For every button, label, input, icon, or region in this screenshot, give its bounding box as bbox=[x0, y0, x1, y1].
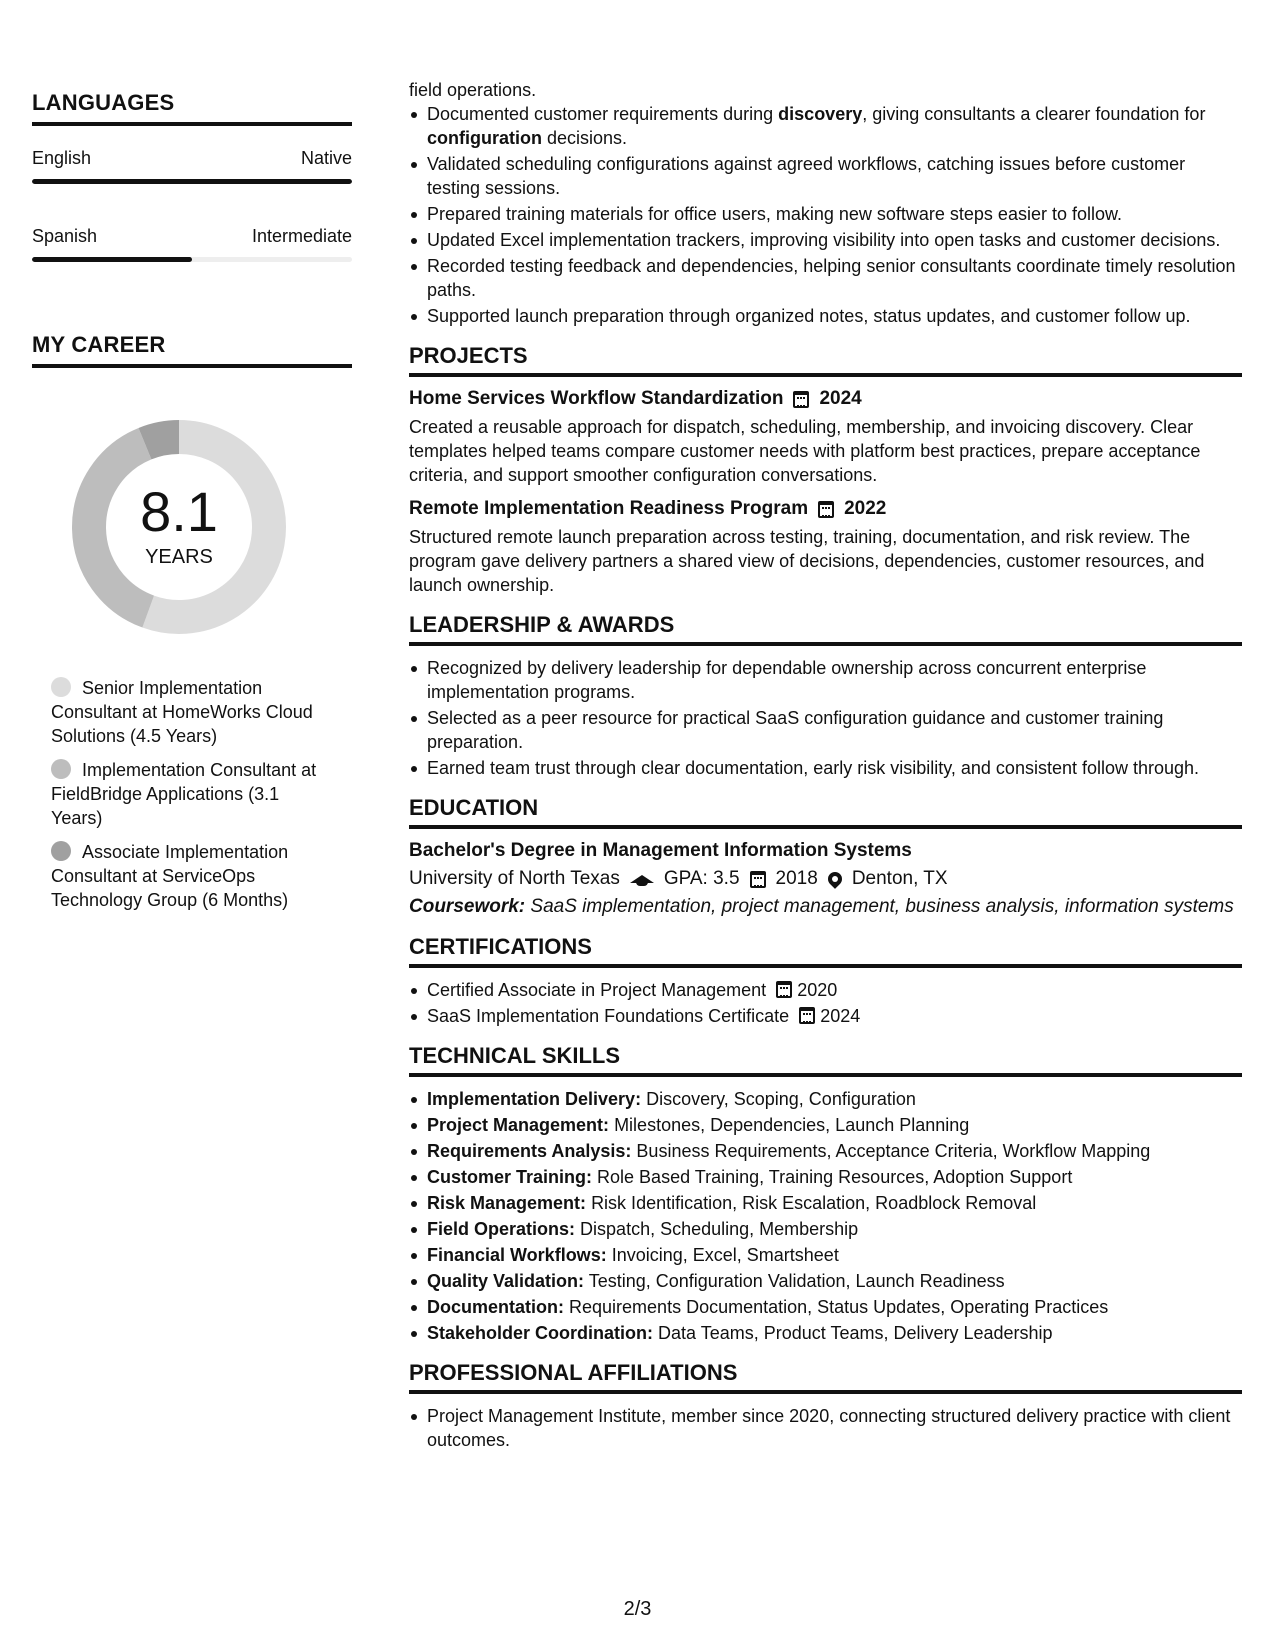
skill-label: Field Operations: bbox=[427, 1219, 576, 1239]
projects-heading: PROJECTS bbox=[409, 344, 1242, 377]
skill-item bbox=[409, 1269, 1242, 1293]
language-name: Spanish bbox=[32, 226, 98, 246]
certification-name: SaaS Implementation Foundations Certificate bbox=[427, 1006, 790, 1026]
skill-label: Stakeholder Coordination: bbox=[427, 1323, 654, 1343]
career-legend-item bbox=[51, 840, 322, 912]
skill-label: Risk Management: bbox=[427, 1193, 587, 1213]
affiliation-item: Project Management Institute, member since 2020, connecting structured delivery practice with client outcomes. bbox=[409, 1404, 1242, 1452]
project-year: 2022 bbox=[844, 498, 887, 519]
leadership-bullet: Recognized by delivery leadership for dependable ownership across concurrent enterprise implementation programs. bbox=[409, 656, 1242, 704]
skill-label: Quality Validation: bbox=[427, 1271, 585, 1291]
coursework-label: Coursework: bbox=[409, 896, 526, 917]
project-description: Created a reusable approach for dispatch, scheduling, membership, and invoicing discovery. Clear templates helped teams compare customer needs with platform best practices, prepare acceptance criteria, and support smoother configuration conversations. bbox=[409, 417, 1201, 485]
project-year: 2024 bbox=[819, 388, 862, 409]
skill-item bbox=[409, 1139, 1242, 1163]
career-legend bbox=[32, 676, 322, 912]
career-total-unit: YEARS bbox=[145, 546, 213, 568]
skill-item bbox=[409, 1243, 1242, 1267]
skill-value: Invoicing, Excel, Smartsheet bbox=[611, 1245, 839, 1265]
coursework-text: SaaS implementation, project management, business analysis, information systems bbox=[530, 896, 1234, 917]
skill-value: Testing, Configuration Validation, Launch Readiness bbox=[588, 1271, 1005, 1291]
skill-label: Requirements Analysis: bbox=[427, 1141, 632, 1161]
skill-value: Milestones, Dependencies, Launch Planning bbox=[614, 1115, 970, 1135]
calendar-icon bbox=[776, 981, 792, 998]
certification-item bbox=[409, 978, 1242, 1002]
calendar-icon bbox=[818, 501, 834, 518]
language-proficiency-fill bbox=[32, 257, 192, 262]
skill-label: Documentation: bbox=[427, 1297, 564, 1317]
skill-value: Risk Identification, Risk Escalation, Roadblock Removal bbox=[591, 1193, 1037, 1213]
legend-dot bbox=[51, 677, 71, 697]
career-legend-label: Associate Implementation Consultant at ServiceOps Technology Group (6 Months) bbox=[51, 842, 289, 910]
certifications-list bbox=[409, 978, 1242, 1028]
experience-bullet: Prepared training materials for office users, making new software steps easier to follow. bbox=[409, 202, 1242, 226]
project-description: Structured remote launch preparation across testing, training, documentation, and risk review. The program gave delivery partners a shared view of decisions, dependencies, customer resources, and launch ownership. bbox=[409, 527, 1205, 595]
donut-segment bbox=[145, 437, 179, 444]
skill-value: Data Teams, Product Teams, Delivery Leadership bbox=[658, 1323, 1053, 1343]
calendar-icon bbox=[750, 871, 766, 888]
skill-label: Project Management: bbox=[427, 1115, 610, 1135]
education-location: Denton, TX bbox=[851, 868, 948, 889]
project-item bbox=[409, 387, 1242, 487]
education-heading: EDUCATION bbox=[409, 796, 1242, 829]
leadership-heading: LEADERSHIP & AWARDS bbox=[409, 613, 1242, 646]
skill-value: Requirements Documentation, Status Updates, Operating Practices bbox=[569, 1297, 1109, 1317]
language-level: Intermediate bbox=[251, 226, 352, 246]
calendar-icon bbox=[799, 1007, 815, 1024]
calendar-icon bbox=[793, 391, 809, 408]
experience-bullet: Supported launch preparation through organized notes, status updates, and customer follow up. bbox=[409, 304, 1242, 328]
certification-item bbox=[409, 1004, 1242, 1028]
language-level: Native bbox=[300, 148, 352, 168]
education-meta bbox=[409, 867, 1242, 891]
leadership-bullet: Selected as a peer resource for practical SaaS configuration guidance and customer training preparation. bbox=[409, 706, 1242, 754]
skills-list bbox=[409, 1087, 1242, 1345]
page-number: 2/3 bbox=[623, 1598, 652, 1620]
language-spanish bbox=[32, 226, 352, 262]
location-pin-icon bbox=[825, 869, 845, 889]
language-proficiency-bar bbox=[32, 257, 352, 262]
left-column bbox=[32, 90, 352, 922]
education-year: 2018 bbox=[775, 868, 818, 889]
language-name: English bbox=[32, 148, 92, 168]
skill-value: Discovery, Scoping, Configuration bbox=[646, 1089, 916, 1109]
skill-item bbox=[409, 1295, 1242, 1319]
skill-label: Implementation Delivery: bbox=[427, 1089, 642, 1109]
career-total-value: 8.1 bbox=[140, 480, 218, 543]
project-item bbox=[409, 497, 1242, 597]
education-coursework bbox=[409, 895, 1242, 919]
skill-label: Financial Workflows: bbox=[427, 1245, 607, 1265]
skill-value: Role Based Training, Training Resources, Adoption Support bbox=[597, 1167, 1073, 1187]
graduation-cap-icon bbox=[630, 875, 654, 883]
career-legend-item bbox=[51, 758, 322, 830]
experience-bullets bbox=[409, 102, 1242, 328]
certification-year: 2020 bbox=[797, 980, 838, 1000]
career-legend-label: Senior Implementation Consultant at HomeWorks Cloud Solutions (4.5 Years) bbox=[51, 678, 313, 746]
education-gpa: GPA: 3.5 bbox=[663, 868, 740, 889]
skill-item bbox=[409, 1191, 1242, 1215]
skills-heading: TECHNICAL SKILLS bbox=[409, 1044, 1242, 1077]
experience-bullet: Recorded testing feedback and dependencies, helping senior consultants coordinate timely resolution paths. bbox=[409, 254, 1242, 302]
leadership-bullet: Earned team trust through clear documentation, early risk visibility, and consistent follow through. bbox=[409, 756, 1242, 780]
experience-bullet: Updated Excel implementation trackers, improving visibility into open tasks and customer decisions. bbox=[409, 228, 1242, 252]
certifications-heading: CERTIFICATIONS bbox=[409, 935, 1242, 968]
skill-value: Business Requirements, Acceptance Criteria, Workflow Mapping bbox=[636, 1141, 1151, 1161]
affiliations-list bbox=[409, 1404, 1242, 1452]
career-donut-chart bbox=[64, 412, 294, 642]
education-school: University of North Texas bbox=[409, 868, 620, 889]
skill-value: Dispatch, Scheduling, Membership bbox=[580, 1219, 859, 1239]
skill-item bbox=[409, 1165, 1242, 1189]
certification-year: 2024 bbox=[820, 1006, 861, 1026]
certification-name: Certified Associate in Project Management bbox=[427, 980, 767, 1000]
experience-bullet: Validated scheduling configurations against agreed workflows, catching issues before customer testing sessions. bbox=[409, 152, 1242, 200]
project-name: Home Services Workflow Standardization bbox=[409, 388, 784, 409]
leadership-bullets bbox=[409, 656, 1242, 780]
language-english bbox=[32, 148, 352, 184]
legend-dot bbox=[51, 759, 71, 779]
experience-continued-lead: field operations. bbox=[409, 80, 537, 100]
skill-item bbox=[409, 1087, 1242, 1111]
skill-label: Customer Training: bbox=[427, 1167, 593, 1187]
career-heading: MY CAREER bbox=[32, 332, 352, 368]
legend-dot bbox=[51, 841, 71, 861]
skill-item bbox=[409, 1321, 1242, 1345]
career-legend-label: Implementation Consultant at FieldBridge Applications (3.1 Years) bbox=[51, 760, 317, 828]
languages-heading: LANGUAGES bbox=[32, 90, 352, 126]
language-proficiency-fill bbox=[32, 179, 352, 184]
experience-bullet: Documented customer requirements during discovery, giving consultants a clearer foundation for configuration decisions. bbox=[409, 102, 1242, 150]
skill-item bbox=[409, 1113, 1242, 1137]
project-name: Remote Implementation Readiness Program bbox=[409, 498, 809, 519]
affiliations-heading: PROFESSIONAL AFFILIATIONS bbox=[409, 1361, 1242, 1394]
skill-item bbox=[409, 1217, 1242, 1241]
language-proficiency-bar bbox=[32, 179, 352, 184]
career-legend-item bbox=[51, 676, 322, 748]
education-degree: Bachelor's Degree in Management Information Systems bbox=[409, 840, 912, 861]
right-column bbox=[409, 78, 1242, 1454]
